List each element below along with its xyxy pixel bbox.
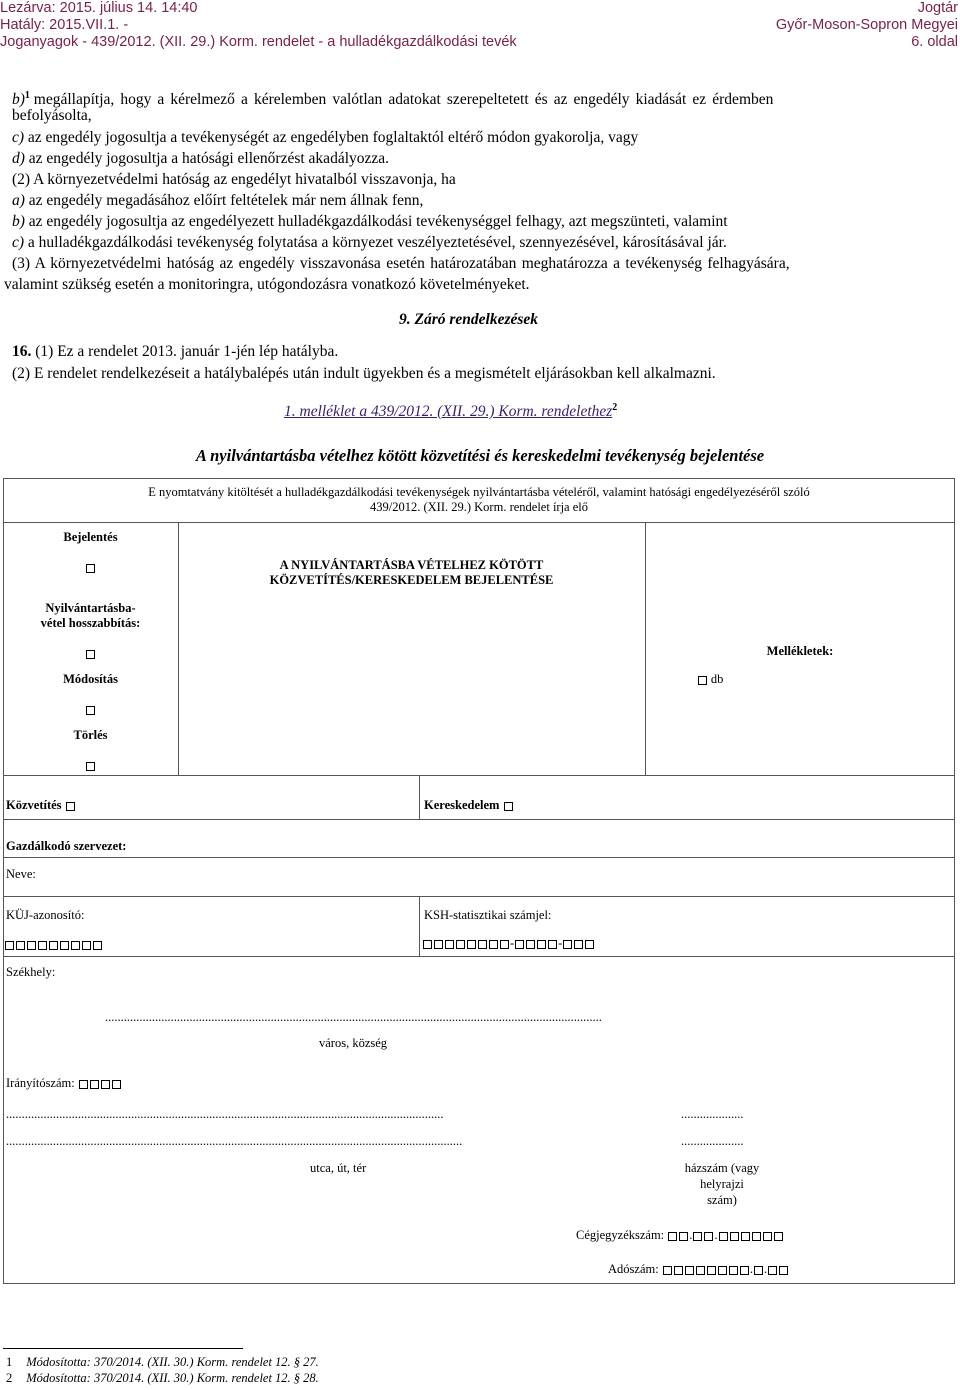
label-szekhely: Székhely: bbox=[6, 965, 56, 979]
separator: . bbox=[714, 1228, 718, 1242]
form-intro-line1: E nyomtatvány kitöltését a hulladékgazdálkodási tevékenységek nyilvántartásba vételéről, valamint hatósági engedélyezéséről szóló bbox=[148, 485, 810, 499]
footnote-2-text: Módosította: 370/2014. (XII. 30.) Korm. rendelet 12. § 28. bbox=[26, 1371, 319, 1385]
section-title: 9. Záró rendelkezések bbox=[399, 311, 539, 328]
form-divider bbox=[419, 896, 420, 956]
label-kozvetites: Közvetítés bbox=[6, 798, 62, 812]
label-ksh-szamjel: KSH-statisztikai számjel: bbox=[424, 908, 552, 922]
street-field-1[interactable]: ............................................................................................................................................ bbox=[6, 1107, 444, 1121]
header-closed-date: Lezárva: 2015. július 14. 14:40 bbox=[0, 0, 198, 16]
paragraph-2a-text: az engedély megadásához előírt feltételek már nem állnak fenn, bbox=[28, 192, 424, 209]
option-kereskedelem[interactable] bbox=[424, 798, 514, 813]
separator: - bbox=[558, 936, 563, 950]
adoszam[interactable] bbox=[608, 1262, 789, 1277]
section-16-text: (1) Ez a rendelet 2013. január 1-jén lép hatályba. bbox=[35, 343, 339, 360]
label-adoszam: Adószám: bbox=[608, 1262, 659, 1276]
item-label-2b: b) bbox=[12, 213, 25, 230]
label-utca: utca, út, tér bbox=[310, 1161, 367, 1175]
paragraph-d-text: az engedély jogosultja a hatósági ellenőrzést akadályozza. bbox=[28, 150, 390, 167]
label-varos-kozseg: város, község bbox=[319, 1036, 388, 1050]
footnote-separator bbox=[3, 1348, 243, 1349]
form-title-line2: KÖZVETÍTÉS/KERESKEDELEM BEJELENTÉSE bbox=[269, 573, 554, 587]
paragraph-d bbox=[12, 149, 389, 169]
label-hosszabbitas: vétel hosszabbítás: bbox=[40, 616, 141, 630]
item-label-b: b) bbox=[12, 91, 25, 109]
street-field-2[interactable]: .................................................................................................................................................. bbox=[6, 1134, 463, 1148]
section-16-para-2: (2) E rendelet rendelkezéseit a hatálybalépés után indult ügyekben és a megismételt eljárásokban kell alkalmazni. bbox=[12, 365, 716, 382]
annex-title: A nyilvántartásba vételhez kötött közvetítési és kereskedelmi tevékenység bejelentése bbox=[195, 446, 765, 465]
form-divider bbox=[3, 819, 955, 820]
checkbox-bejelentes[interactable] bbox=[3, 559, 178, 577]
item-label-2a: a) bbox=[12, 192, 25, 209]
paragraph-b-text: megállapítja, hogy a kérelmező a kérelemben valótlan adatokat szerepeltetett és az engedély kiadását ez érdemben bbox=[33, 91, 774, 109]
paragraph-c bbox=[12, 128, 638, 148]
form-box bbox=[3, 478, 955, 1284]
label-nyilvantartasba: Nyilvántartásba- bbox=[45, 601, 136, 615]
separator: . bbox=[689, 1228, 693, 1242]
label-hazszam-1: házszám (vagy bbox=[684, 1161, 760, 1175]
paragraph-2b-text: az engedély jogosultja az engedélyezett hulladékgazdálkodási tevékenységgel felhagy, azt megszünteti, valamint bbox=[28, 213, 728, 230]
form-divider bbox=[3, 857, 955, 858]
paragraph-c-text: az engedély jogosultja a tevékenységét az engedélyben foglaltaktól eltérő módon gyakorolja, vagy bbox=[27, 129, 639, 146]
header-page-number: 6. oldal bbox=[911, 34, 958, 50]
label-db: db bbox=[710, 672, 724, 686]
separator: . bbox=[749, 1262, 753, 1276]
header-effective-date: Hatály: 2015.VII.1. - bbox=[0, 17, 129, 33]
checkbox-kereskedelem[interactable] bbox=[504, 802, 513, 811]
checkbox-kozvetites[interactable] bbox=[66, 802, 75, 811]
header-document-title: Joganyagok - 439/2012. (XII. 29.) Korm. rendelet - a hulladékgazdálkodási tevék bbox=[0, 34, 517, 50]
footnote-1 bbox=[6, 1355, 319, 1370]
label-modositas: Módosítás bbox=[63, 672, 118, 686]
label-mellekletek: Mellékletek: bbox=[766, 644, 834, 658]
house-number-field-1[interactable]: .................... bbox=[681, 1107, 744, 1121]
label-neve: Neve: bbox=[6, 867, 36, 881]
section-16-number: 16. bbox=[12, 343, 32, 360]
form-divider bbox=[3, 522, 955, 523]
footnote-ref-2[interactable]: 2 bbox=[612, 402, 618, 413]
footnote-ref-1[interactable]: 1 bbox=[24, 90, 30, 101]
attachments-count[interactable] bbox=[645, 672, 775, 687]
footnote-1-text: Módosította: 370/2014. (XII. 30.) Korm. rendelet 12. § 27. bbox=[26, 1355, 319, 1369]
label-kereskedelem: Kereskedelem bbox=[424, 798, 500, 812]
footnote-2 bbox=[6, 1371, 319, 1386]
item-label-d: d) bbox=[12, 150, 25, 167]
option-kozvetites[interactable] bbox=[6, 798, 76, 813]
form-title-line1: A NYILVÁNTARTÁSBA VÉTELHEZ KÖTÖTT bbox=[279, 558, 544, 572]
header-source: Jogtár bbox=[917, 0, 958, 16]
paragraph-2c bbox=[12, 233, 727, 253]
label-iranyitoszam: Irányítószám: bbox=[6, 1076, 75, 1090]
form-divider bbox=[419, 775, 420, 819]
ksh-szamjel-boxes[interactable] bbox=[422, 936, 595, 951]
form-intro-line2: 439/2012. (XII. 29.) Korm. rendelet írja elő bbox=[370, 500, 588, 514]
paragraph-3-line2: valamint szükség esetén a monitoringra, utógondozásra vonatkozó követelményeket. bbox=[4, 276, 530, 293]
label-torles: Törlés bbox=[73, 728, 108, 742]
separator: . bbox=[763, 1262, 768, 1276]
label-hazszam-2: helyrajzi bbox=[700, 1177, 744, 1191]
szekhely-varos-field[interactable]: ............................................................................................................................................................... bbox=[105, 1010, 602, 1024]
footnote-1-number: 1 bbox=[6, 1355, 13, 1369]
checkbox-modositas[interactable] bbox=[3, 701, 178, 719]
annex-reference[interactable] bbox=[284, 398, 617, 422]
paragraph-b-cont: befolyásolta, bbox=[12, 107, 92, 124]
section-16-para-1 bbox=[12, 342, 338, 362]
item-label-2c: c) bbox=[12, 234, 25, 251]
paragraph-2c-text: a hulladékgazdálkodási tevékenység folytatása a környezet veszélyeztetésével, szennyezésével, károsításával jár. bbox=[27, 234, 727, 251]
item-label-c: c) bbox=[12, 129, 25, 146]
label-bejelentes: Bejelentés bbox=[63, 530, 118, 544]
footnote-2-number: 2 bbox=[6, 1371, 13, 1385]
form-divider bbox=[3, 956, 955, 957]
paragraph-2a bbox=[12, 191, 423, 211]
paragraph-b bbox=[12, 86, 773, 110]
iranyitoszam[interactable] bbox=[6, 1076, 122, 1091]
label-hazszam-3: szám) bbox=[707, 1193, 737, 1207]
paragraph-2b bbox=[12, 212, 728, 232]
label-cegjegyzekszam: Cégjegyzékszám: bbox=[576, 1228, 665, 1242]
paragraph-2: (2) A környezetvédelmi hatóság az engedélyt hivatalból visszavonja, ha bbox=[12, 171, 456, 188]
annex-link[interactable]: 1. melléklet a 439/2012. (XII. 29.) Korm. rendelethez bbox=[284, 403, 613, 421]
kuj-azonosito-boxes[interactable] bbox=[4, 936, 103, 954]
label-gazdalkodo-szervezet: Gazdálkodó szervezet: bbox=[6, 839, 127, 853]
label-kuj-azonosito: KÜJ-azonosító: bbox=[6, 908, 85, 922]
form-divider bbox=[3, 775, 955, 776]
separator: - bbox=[510, 936, 515, 950]
checkbox-torles[interactable] bbox=[3, 757, 178, 775]
cegjegyzekszam[interactable] bbox=[576, 1228, 784, 1243]
checkbox-hosszabbitas[interactable] bbox=[3, 645, 178, 663]
house-number-field-2[interactable]: .................... bbox=[681, 1134, 744, 1148]
paragraph-3-line1: (3) A környezetvédelmi hatóság az engedély visszavonása esetén határozatában meghatározza a tevékenység felhagyására, bbox=[12, 255, 790, 272]
header-library: Győr-Moson-Sopron Megyei bbox=[775, 17, 958, 33]
form-divider bbox=[3, 896, 955, 897]
